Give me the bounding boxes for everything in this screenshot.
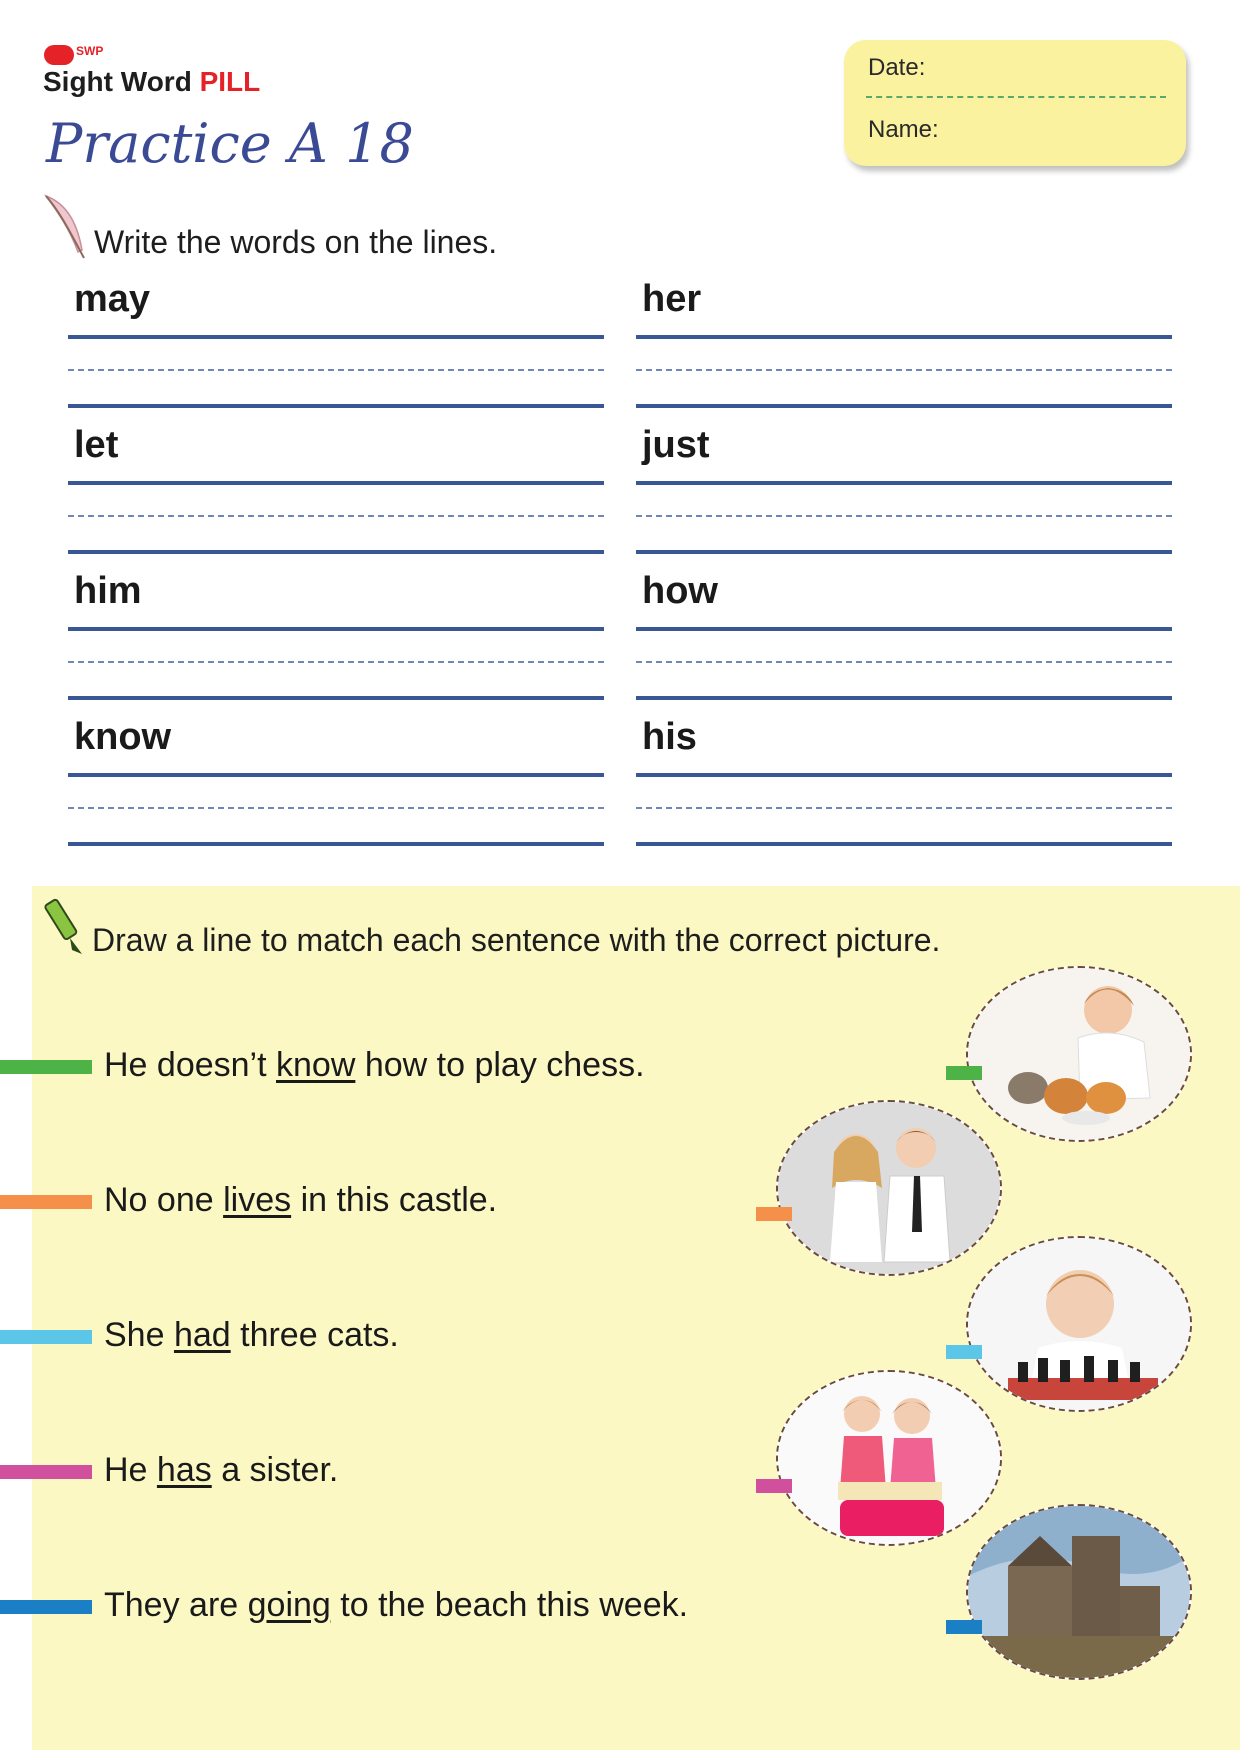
- picture-4-marker[interactable]: [756, 1479, 792, 1493]
- sentence-keyword: know: [276, 1046, 356, 1084]
- writing-line: [68, 404, 604, 408]
- writing-line: [68, 842, 604, 846]
- writing-line: [636, 404, 1172, 408]
- logo-badge: SWP: [76, 44, 104, 58]
- picture-5-marker[interactable]: [946, 1620, 982, 1634]
- sentence-4: [104, 1451, 338, 1490]
- word-her: her: [642, 278, 702, 320]
- sentence-text: He: [104, 1451, 157, 1489]
- writing-guide-line: [636, 807, 1172, 809]
- logo: [43, 66, 260, 98]
- children-illustration-icon: [778, 1102, 1000, 1274]
- sentence-text: a sister.: [211, 1451, 339, 1489]
- date-label: Date:: [868, 54, 926, 81]
- writing-line: [636, 842, 1172, 846]
- writing-line: [636, 335, 1172, 339]
- castle-picture: [966, 1504, 1192, 1680]
- date-line: [866, 96, 1166, 98]
- sentence-text: how to play chess.: [355, 1046, 645, 1084]
- girl-with-kittens-picture: [966, 966, 1192, 1142]
- sentence-text: three cats.: [230, 1316, 399, 1354]
- writing-guide-line: [68, 515, 604, 517]
- sentence-text: She: [104, 1316, 174, 1354]
- girls-illustration-icon: [778, 1372, 1000, 1544]
- word-may: may: [74, 278, 151, 320]
- writing-guide-line: [68, 369, 604, 371]
- writing-line: [636, 627, 1172, 631]
- picture-1-marker[interactable]: [946, 1066, 982, 1080]
- writing-guide-line: [68, 807, 604, 809]
- word-know: know: [74, 716, 172, 758]
- writing-guide-line: [68, 661, 604, 663]
- sentence-1-marker[interactable]: [0, 1060, 92, 1074]
- castle-illustration-icon: [968, 1506, 1190, 1678]
- writing-line: [636, 481, 1172, 485]
- writing-line: [68, 335, 604, 339]
- sentence-text: They are: [104, 1586, 248, 1624]
- page-title: Practice A 18: [46, 112, 414, 175]
- writing-instruction: Write the words on the lines.: [94, 224, 498, 260]
- picture-3-marker[interactable]: [946, 1345, 982, 1359]
- writing-guide-line: [636, 515, 1172, 517]
- marker-icon: [40, 898, 90, 958]
- sentence-5-marker[interactable]: [0, 1600, 92, 1614]
- name-label: Name:: [868, 116, 939, 143]
- writing-line: [636, 773, 1172, 777]
- word-how: how: [642, 570, 718, 612]
- writing-line: [68, 627, 604, 631]
- word-his: his: [642, 716, 697, 758]
- writing-line: [636, 696, 1172, 700]
- sentence-keyword: going: [247, 1586, 331, 1624]
- logo-text-main: Sight Word: [43, 66, 200, 97]
- sentence-text: He doesn’t: [104, 1046, 276, 1084]
- two-girls-with-luggage-picture: [776, 1370, 1002, 1546]
- word-let: let: [74, 424, 119, 466]
- sentence-text: in this castle.: [291, 1181, 498, 1219]
- writing-line: [68, 773, 604, 777]
- sentence-3-marker[interactable]: [0, 1330, 92, 1344]
- sentence-text: to the beach this week.: [330, 1586, 689, 1624]
- sentence-keyword: has: [156, 1451, 212, 1489]
- boy-and-girl-picture: [776, 1100, 1002, 1276]
- picture-2-marker[interactable]: [756, 1207, 792, 1221]
- chess-illustration-icon: [968, 1238, 1190, 1410]
- sentence-5: [104, 1586, 688, 1625]
- sentence-1: [104, 1046, 645, 1085]
- writing-guide-line: [636, 369, 1172, 371]
- sentence-keyword: had: [173, 1316, 231, 1354]
- writing-guide-line: [636, 661, 1172, 663]
- word-just: just: [642, 424, 710, 466]
- matching-instruction: Draw a line to match each sentence with the correct picture.: [92, 922, 941, 958]
- kittens-illustration-icon: [968, 968, 1190, 1140]
- date-name-box: [844, 40, 1186, 166]
- writing-line: [636, 550, 1172, 554]
- writing-line: [68, 550, 604, 554]
- boy-with-chess-picture: [966, 1236, 1192, 1412]
- sentence-2-marker[interactable]: [0, 1195, 92, 1209]
- feather-icon: [40, 192, 88, 262]
- sentence-keyword: lives: [223, 1181, 292, 1219]
- word-him: him: [74, 570, 142, 612]
- sentence-3: [104, 1316, 399, 1355]
- logo-pill-icon: [44, 45, 74, 65]
- sentence-text: No one: [104, 1181, 224, 1219]
- writing-line: [68, 696, 604, 700]
- writing-line: [68, 481, 604, 485]
- sentence-2: [104, 1181, 497, 1220]
- logo-text-pill: PILL: [199, 66, 261, 97]
- sentence-4-marker[interactable]: [0, 1465, 92, 1479]
